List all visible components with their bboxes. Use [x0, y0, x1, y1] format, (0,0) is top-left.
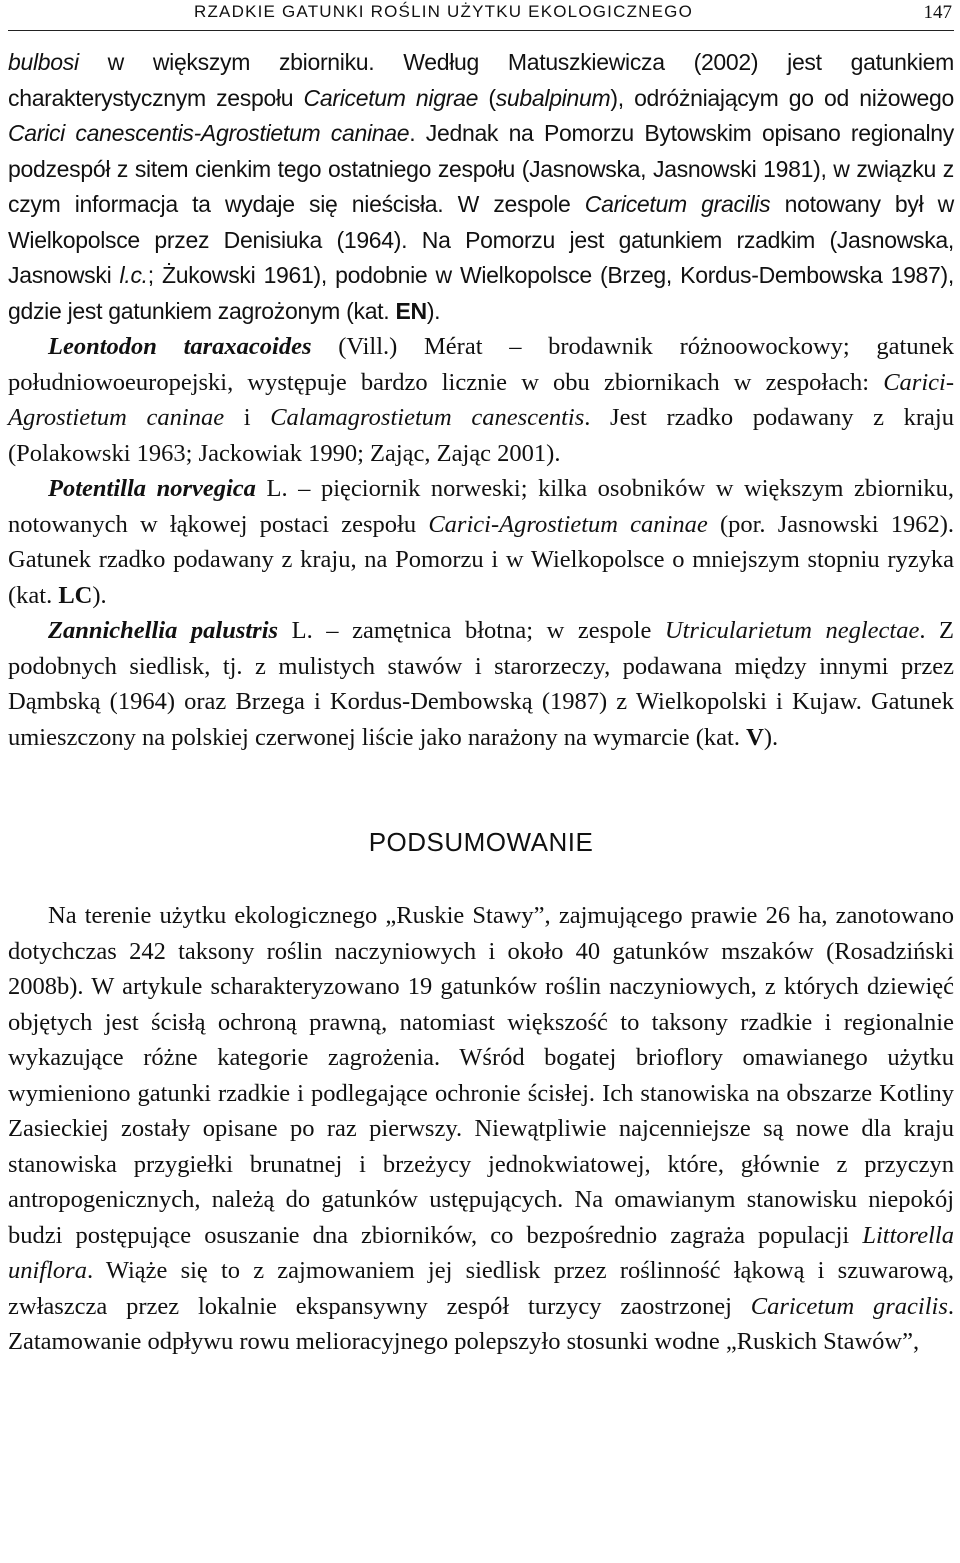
- entry-zannichellia: [8, 613, 954, 755]
- citation-abbrev: l.c.: [119, 262, 148, 288]
- species-name: Calamagrostietum canescentis: [270, 404, 585, 431]
- running-header: [8, 0, 954, 31]
- threat-category: EN: [395, 297, 427, 324]
- text-run: notowany był w Wielkopolsce przez Denisiuka (1964). Na Pomorzu jest gatunkiem rzadkim (Jasnowska, Jasnowski: [8, 191, 954, 288]
- section-heading: PODSUMOWANIE: [368, 827, 594, 857]
- species-heading: Leontodon taraxacoides: [48, 333, 312, 360]
- entry-leontodon: [8, 329, 954, 471]
- text-run: (por. Jasnowski 1962). Gatunek rzadko podawany z kraju, na Pomorzu i w Wielkopolsce o mniejszym stopniu ryzyka (kat.: [8, 510, 955, 609]
- species-name: Littorella uniflora: [8, 1221, 954, 1284]
- species-name: subalpinum: [495, 84, 611, 111]
- text-run: L. – zamętnica błotna; w zespole: [278, 617, 665, 644]
- text-run: ).: [426, 297, 441, 324]
- species-heading: Zannichellia palustris: [48, 617, 279, 644]
- species-name: Carici-Agrostietum caninae: [428, 510, 708, 538]
- species-name: Carici canescentis-Agrostietum caninae: [8, 120, 410, 146]
- text-run: . Jest rzadko podawany z kraju (Polakowski 1963; Jackowiak 1990; Zając, Zając 2001).: [8, 404, 954, 467]
- text-run: w większym zbiorniku. Według Matuszkiewicza (2002) jest gatunkiem charakterystycznym zespołu: [8, 49, 954, 111]
- text-run: . Zatamowanie odpływu rowu melioracyjnego polepszyło stosunki wodne „Ruskich Stawów”,: [8, 1292, 954, 1355]
- threat-category: LC: [58, 581, 93, 609]
- species-name: Utricularietum neglectae: [664, 617, 920, 644]
- entry-potentilla: [8, 471, 954, 613]
- text-run: (: [478, 84, 496, 111]
- species-name: Carici-Agrostietum caninae: [8, 368, 954, 431]
- text-run: L. – pięciornik norweski; kilka osobników w większym zbiorniku, notowanych w łąkowej postaci zespołu: [8, 475, 954, 538]
- text-run: . Wiąże się to z zajmowaniem jej siedlisk przez roślinność łąkową i szuwarową, zwłaszcza przez lokalnie ekspansywny zespół turzycy zaostrzonej: [8, 1257, 954, 1320]
- text-run: ; Żukowski 1961), podobnie w Wielkopolsce (Brzeg, Kordus-Dembowska 1987), gdzie jest gatunkiem zagrożonym (kat.: [8, 262, 954, 324]
- text-run: i: [224, 404, 271, 431]
- species-name: Caricetum gracilis: [584, 191, 771, 217]
- text-run: . Jednak na Pomorzu Bytowskim opisano regionalny podzespół z sitem cienkim tego ostatniego zespołu (Jasnowska, Jasnowski 1981), w związku z czym informacja ta wydaje się nieścisła. W zespole: [8, 120, 954, 217]
- summary-paragraph: [8, 898, 954, 1360]
- text-run: Na terenie użytku ekologicznego „Ruskie Stawy”, zajmującego prawie 26 ha, zanotowano dotychczas 242 taksony roślin naczyniowych i około 40 gatunków mszaków (Rosadziński 2008b). W artykule scharakteryzowano 19 gatunków roślin naczyniowych, z których dziewięć objętych jest ścisłą ochroną prawną, natomiast większość to taksony rzadkie i regionalnie wykazujące różne kategorie zagrożenia. Wśród bogatej brioflory omawianego użytku wymieniono gatunki rzadkie i podlegające ochronie ścisłej. Ich stanowiska na obszarze Kotliny Zasieckiej zostały opisane po raz pierwszy. Niewątpliwie najcenniejsze są nowe dla kraju stanowiska przygiełki brunatnej i brzeżycy jednokwiatowej, które, głównie z przyczyn antropogenicznych, należą do gatunków ustępujących. Na omawianym stanowisku niepokój budzi postępujące osuszanie dna zbiorników, co bezpośrednio zagraża populacji: [8, 902, 954, 1249]
- species-name: Caricetum nigrae: [303, 84, 479, 111]
- text-run: ).: [763, 723, 779, 751]
- text-run: ), odróżniającym go od niżowego: [610, 84, 955, 111]
- species-heading: Potentilla norvegica: [48, 475, 256, 502]
- text-run: . Z podobnych siedlisk, tj. z mulistych stawów i starorzeczy, podawana między innymi przez Dąmbską (1964) oraz Brzega i Kordus-Dembowską (1987) z Wielkopolski i Kujaw. Gatunek umieszczony na polskiej czerwonej liście jako narażony na wymarcie (kat.: [8, 617, 955, 751]
- species-name: Caricetum gracilis: [750, 1292, 948, 1320]
- text-run: ).: [92, 581, 107, 609]
- paragraph-bulbosi: [8, 45, 954, 329]
- threat-category: V: [746, 723, 764, 751]
- text-run: (Vill.) Mérat – brodawnik różnoowockowy; gatunek południowoeuropejski, występuje bardzo licznie w obu zbiornikach w zespołach:: [8, 333, 954, 396]
- page-number: 147: [923, 2, 952, 23]
- header-title: RZADKIE GATUNKI ROŚLIN UŻYTKU EKOLOGICZNEGO: [194, 2, 694, 21]
- species-name: bulbosi: [8, 49, 79, 75]
